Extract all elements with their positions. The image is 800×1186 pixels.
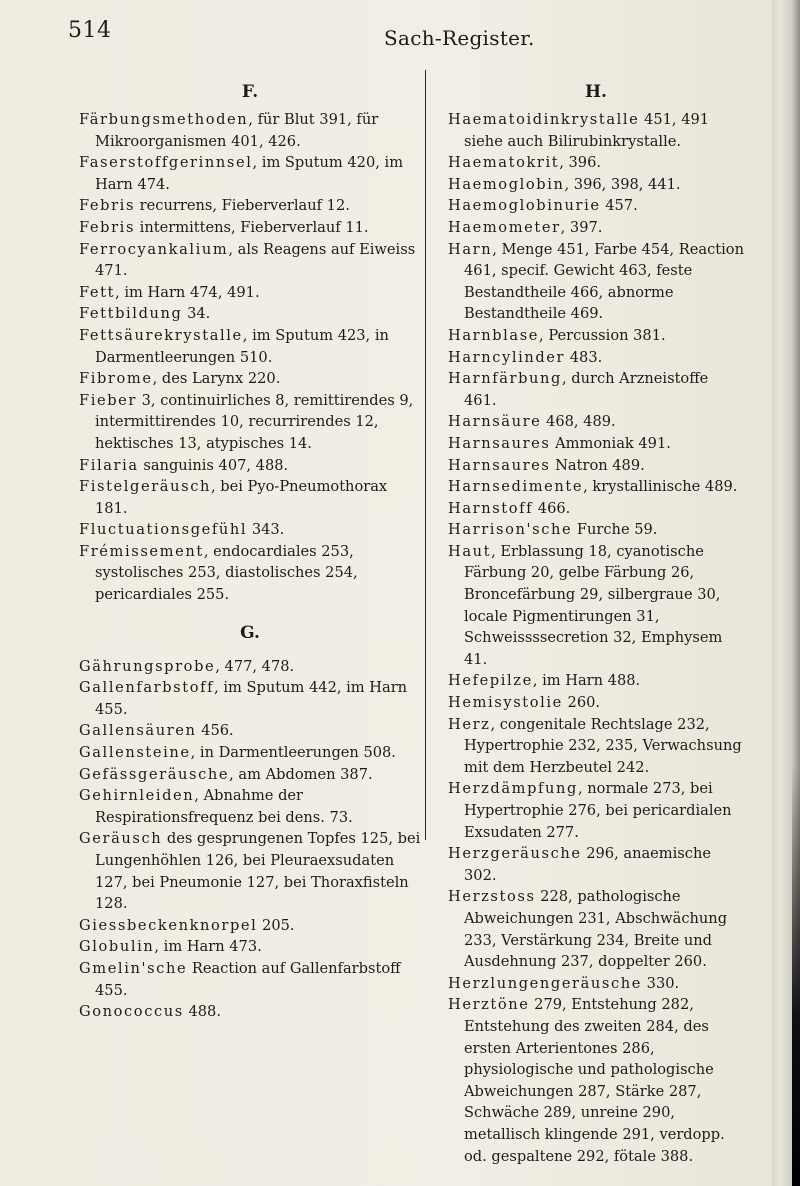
section-letter-g: G. [240, 622, 260, 643]
index-term: Harnsäure [448, 413, 542, 431]
index-refs: 466. [533, 499, 571, 517]
index-refs: , am Abdomen 387. [229, 765, 373, 783]
index-term: Hemisystolie [448, 694, 563, 712]
index-term: Harn [448, 240, 493, 258]
index-term: Herzdämpfung [448, 780, 578, 798]
index-term: Gallensäuren [79, 722, 197, 740]
index-term: Filaria [79, 456, 139, 474]
index-term: Fettbildung [79, 305, 183, 323]
index-refs: 279, Entstehung 282, Entstehung des zweiten 284, des ersten Arterientones 286, physiologische und pathologische Abweichungen 287, Stärke 287, Schwäche 289, unreine 290, metallisch klingende 291, verdopp. od. gespaltene 292, fötale 388. [464, 996, 725, 1165]
index-term: Haematokrit [448, 154, 560, 172]
column-divider [425, 70, 426, 840]
index-entry [79, 936, 421, 958]
index-entry [79, 828, 421, 914]
index-term: Herzstoss [448, 888, 536, 906]
index-term: Herzgeräusche [448, 845, 582, 863]
index-refs: Reaction auf Gallenfarbstoff 455. [95, 959, 401, 999]
index-term: Harncylinder [448, 348, 566, 366]
index-term: Harnblase [448, 326, 540, 344]
right-column [448, 75, 744, 1167]
index-refs: 343. [247, 521, 285, 539]
index-term: Haemoglobinurie [448, 197, 601, 215]
index-entry [79, 303, 421, 325]
index-term: Febris [79, 197, 136, 215]
index-refs: , Menge 451, Farbe 454, Reaction 461, specif. Gewicht 463, feste Bestandtheile 466, abnorme Bestandtheile 469. [464, 240, 744, 323]
index-entry [448, 347, 744, 369]
index-refs: , im Harn 473. [154, 938, 262, 956]
index-entry [79, 368, 421, 390]
index-refs: , als Reagens auf Eiweiss 471. [95, 240, 416, 280]
index-entry [448, 541, 744, 671]
index-entry [79, 742, 421, 764]
index-term: Hefepilze [448, 672, 533, 690]
index-entry [448, 843, 744, 886]
index-term: Ferrocyankalium [79, 240, 229, 258]
index-refs: 296, anaemische 302. [464, 845, 712, 884]
index-term: Haemometer [448, 218, 561, 236]
index-refs: des gesprungenen Topfes 125, bei Lungenhöhlen 126, bei Pleuraexsudaten 127, bei Pneumonie 127, bei Thoraxfisteln 128. [95, 830, 421, 913]
index-entry [79, 390, 421, 455]
index-term: Frémissement [79, 542, 204, 560]
index-refs: , im Harn 488. [532, 672, 641, 690]
index-term: Harnsedimente [448, 478, 584, 496]
index-term: Fieber [79, 391, 137, 409]
index-entry [79, 785, 421, 828]
index-refs: intermittens, Fieberverlauf 11. [135, 218, 369, 236]
running-head: Sach-Register. [384, 26, 535, 50]
index-term: Gmelin'sche [79, 959, 188, 977]
index-refs: , endocardiales 253, systolisches 253, diastolisches 254, pericardiales 255. [95, 542, 358, 604]
index-refs: sanguinis 407, 488. [138, 456, 289, 474]
index-entry [79, 325, 421, 368]
section-letter-h: H. [585, 82, 607, 102]
index-term: Geräusch [79, 830, 163, 848]
index-refs: , in Darmentleerungen 508. [190, 744, 396, 762]
index-term: Febris [79, 218, 136, 236]
section-letter-f: F. [241, 82, 259, 102]
page-number: 514 [68, 18, 112, 43]
index-entry [448, 152, 744, 174]
index-term: Giessbeckenknorpel [79, 916, 258, 934]
index-refs: , 396. [559, 154, 601, 172]
index-entry [448, 498, 744, 520]
index-refs: , durch Arzneistoffe 461. [464, 370, 709, 409]
index-term: Fistelgeräusch [79, 478, 211, 496]
index-entry [79, 109, 421, 152]
index-term: Globulin [79, 938, 155, 956]
index-entry [448, 519, 744, 541]
index-term: Gallensteine [79, 744, 191, 762]
index-term: Harnsaures [448, 456, 551, 474]
section-h-entries [448, 109, 744, 1167]
left-column [79, 75, 421, 1023]
index-term: Herztöne [448, 996, 530, 1014]
index-term: Herz [448, 715, 491, 733]
index-refs: , im Sputum 423, in Darmentleerungen 510. [95, 326, 389, 366]
index-term: Gallenfarbstoff [79, 679, 215, 697]
index-refs: 3, continuirliches 8, remittirendes 9, intermittirendes 10, recurrirendes 12, hektisches 13, atypisches 14. [95, 391, 414, 452]
index-entry [448, 217, 744, 239]
index-refs: , Abnahme der Respirationsfrequenz bei dens. 73. [95, 787, 353, 826]
index-entry [79, 541, 421, 606]
index-term: Fluctuationsgefühl [79, 521, 248, 539]
index-refs: 260. [562, 694, 601, 712]
index-refs: 228, pathologische Abweichungen 231, Abschwächung 233, Verstärkung 234, Breite und Ausdehnung 237, doppelter 260. [464, 888, 728, 971]
index-refs: , krystallinische 489. [583, 478, 738, 496]
binding-shadow [792, 766, 800, 1186]
index-entry [448, 325, 744, 347]
index-refs: 205. [257, 916, 295, 934]
index-refs: recurrens, Fieberverlauf 12. [135, 197, 350, 215]
index-term: Gährungsprobe [79, 657, 216, 675]
index-entry [448, 174, 744, 196]
index-term: Gehirnleiden [79, 787, 195, 805]
index-entry [448, 778, 744, 843]
section-g-entries [79, 656, 421, 1023]
index-entry [448, 886, 744, 972]
index-entry [448, 411, 744, 433]
index-term: Haematoidinkrystalle [448, 111, 640, 128]
index-entry [79, 519, 421, 541]
index-refs: 468, 489. [541, 413, 616, 431]
index-entry [448, 368, 744, 411]
index-entry [448, 994, 744, 1167]
index-entry [79, 656, 421, 678]
index-term: Haemoglobin [448, 175, 565, 193]
index-refs: 34. [182, 305, 211, 323]
index-refs: , Erblassung 18, cyanotische Färbung 20, gelbe Färbung 26, Broncefärbung 29, silbergraue 30, locale Pigmentirungen 31, Schweissssecretion 32, Emphysem 41. [464, 542, 723, 668]
index-entry [448, 433, 744, 455]
index-entry [448, 670, 744, 692]
index-entry [448, 973, 744, 995]
index-entry [79, 455, 421, 477]
index-term: Herzlungengeräusche [448, 974, 643, 992]
index-entry [79, 958, 421, 1001]
index-term: Gefässgeräusche [79, 765, 230, 783]
index-refs: , normale 273, bei Hypertrophie 276, bei pericardialen Exsudaten 277. [464, 780, 732, 841]
index-entry [448, 239, 744, 325]
index-term: Harrison'sche [448, 521, 573, 539]
index-entry [448, 476, 744, 498]
index-term: Harnsaures [448, 434, 551, 452]
index-entry [448, 195, 744, 217]
index-refs: , bei Pyo-Pneumothorax 181. [95, 478, 388, 517]
index-refs: , Percussion 381. [539, 326, 666, 344]
index-entry [448, 109, 744, 152]
index-refs: , für Blut 391, für Mikroorganismen 401, 426. [95, 111, 379, 150]
index-term: Gonococcus [79, 1003, 184, 1021]
index-term: Fettsäurekrystalle [79, 326, 243, 344]
index-entry [79, 152, 421, 195]
index-refs: , im Sputum 420, im Harn 474. [95, 154, 404, 193]
index-refs: 457. [600, 197, 638, 215]
section-f-entries [79, 109, 421, 606]
index-entry [79, 282, 421, 304]
index-term: Haut [448, 542, 492, 560]
index-entry [79, 217, 421, 239]
index-entry [79, 764, 421, 786]
index-refs: , im Sputum 442, im Harn 455. [95, 679, 408, 718]
index-refs: , 396, 398, 441. [564, 175, 681, 193]
index-entry [79, 720, 421, 742]
index-refs: 451, 491 siehe auch Bilirubinkrystalle. [464, 111, 710, 150]
index-term: Faserstoffgerinnsel [79, 154, 253, 172]
index-entry [79, 915, 421, 937]
index-term: Harnfärbung [448, 370, 562, 388]
index-refs: , 477, 478. [215, 657, 295, 675]
index-refs: 456. [196, 722, 234, 740]
index-refs: Ammoniak 491. [550, 434, 671, 452]
index-entry [79, 195, 421, 217]
index-entry [448, 455, 744, 477]
index-refs: 330. [642, 974, 680, 992]
index-refs: 488. [183, 1003, 221, 1021]
index-entry [79, 1001, 421, 1023]
index-term: Färbungsmethoden [79, 111, 249, 128]
index-refs: , congenitale Rechtslage 232, Hypertrophie 232, 235, Verwachsung mit dem Herzbeutel 242. [464, 715, 742, 776]
index-entry [79, 476, 421, 519]
index-refs: Natron 489. [550, 456, 645, 474]
index-term: Harnstoff [448, 499, 534, 517]
index-entry [448, 692, 744, 714]
index-entry [79, 239, 421, 282]
index-entry [448, 714, 744, 779]
index-entry [79, 677, 421, 720]
index-refs: , 397. [560, 218, 603, 236]
index-term: Fett [79, 283, 116, 301]
index-refs: , des Larynx 220. [152, 370, 281, 388]
index-refs: , im Harn 474, 491. [115, 283, 260, 301]
index-refs: 483. [565, 348, 603, 366]
index-term: Fibrome [79, 370, 153, 388]
index-refs: Furche 59. [572, 521, 658, 539]
